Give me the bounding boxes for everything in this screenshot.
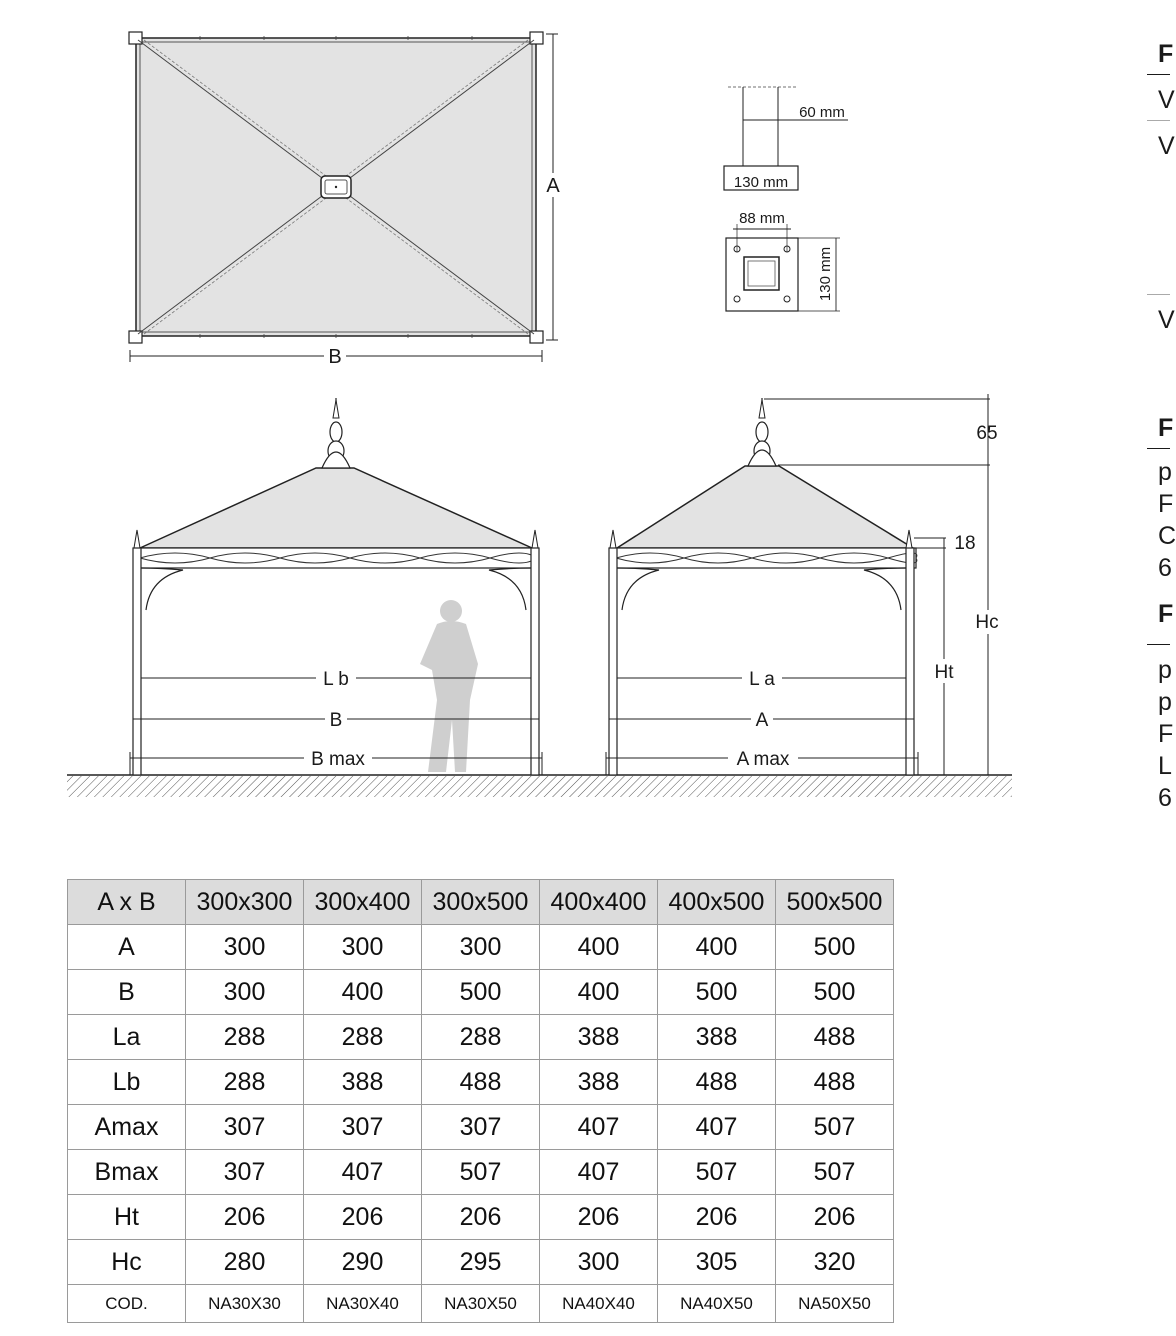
front-elevation-view xyxy=(130,398,542,775)
header-cell: 300x400 xyxy=(304,880,422,925)
dimensions-table xyxy=(67,879,894,1323)
code-cell: NA40X40 xyxy=(540,1285,658,1323)
table-cell: 206 xyxy=(776,1195,894,1240)
table-cell: Amax xyxy=(68,1105,186,1150)
table-cell: La xyxy=(68,1015,186,1060)
table-row xyxy=(68,1195,894,1240)
table-cell: 488 xyxy=(776,1015,894,1060)
table-cell: 500 xyxy=(776,925,894,970)
table-row xyxy=(68,970,894,1015)
table-cell: 300 xyxy=(186,925,304,970)
table-cell: 300 xyxy=(422,925,540,970)
header-cell: 300x500 xyxy=(422,880,540,925)
side-label-hc: Hc xyxy=(975,612,999,633)
table-cell: Ht xyxy=(68,1195,186,1240)
table-cell: 500 xyxy=(776,970,894,1015)
side-label-65: 65 xyxy=(976,423,998,444)
table-cell: 206 xyxy=(422,1195,540,1240)
side-fragment: V xyxy=(1158,132,1175,160)
table-cell: 206 xyxy=(304,1195,422,1240)
human-figure xyxy=(420,600,478,772)
divider xyxy=(1147,294,1170,295)
table-cell: B xyxy=(68,970,186,1015)
table-header-row xyxy=(68,880,894,925)
front-label-bmax: B max xyxy=(311,749,365,770)
table-cell: 507 xyxy=(776,1105,894,1150)
post-width-label: 60 mm xyxy=(799,104,845,121)
plan-label-a: A xyxy=(546,175,560,197)
table-cell: 307 xyxy=(186,1105,304,1150)
ground-line xyxy=(67,775,1012,797)
table-cell: 388 xyxy=(540,1015,658,1060)
divider xyxy=(1147,644,1170,645)
side-fragment: p xyxy=(1158,656,1172,684)
front-label-b: B xyxy=(329,710,343,731)
table-cell: 295 xyxy=(422,1240,540,1285)
table-cell: 400 xyxy=(540,970,658,1015)
table-cell: 288 xyxy=(304,1015,422,1060)
table-cell: 288 xyxy=(186,1015,304,1060)
divider xyxy=(1147,74,1170,75)
side-label-a: A xyxy=(755,710,769,731)
header-cell: 400x500 xyxy=(658,880,776,925)
table-cell: 488 xyxy=(658,1060,776,1105)
table-row xyxy=(68,1015,894,1060)
side-fragment: p xyxy=(1158,688,1172,716)
code-row xyxy=(68,1285,894,1323)
table-cell: 307 xyxy=(422,1105,540,1150)
table-cell: 407 xyxy=(540,1150,658,1195)
code-cell: NA30X30 xyxy=(186,1285,304,1323)
table-cell: 407 xyxy=(540,1105,658,1150)
table-cell: 320 xyxy=(776,1240,894,1285)
table-cell: 500 xyxy=(658,970,776,1015)
plate-width-label: 130 mm xyxy=(733,174,789,191)
table-cell: 305 xyxy=(658,1240,776,1285)
table-cell: 206 xyxy=(658,1195,776,1240)
side-fragment: V xyxy=(1158,86,1175,114)
table-row xyxy=(68,1105,894,1150)
table-cell: 400 xyxy=(540,925,658,970)
side-fragment: F xyxy=(1158,720,1174,748)
table-cell: A xyxy=(68,925,186,970)
side-elevation-view xyxy=(606,394,1006,775)
base-plate-detail xyxy=(724,87,848,311)
table-cell: 206 xyxy=(186,1195,304,1240)
table-cell: 280 xyxy=(186,1240,304,1285)
side-fragment: F xyxy=(1158,600,1174,628)
table-cell: 206 xyxy=(540,1195,658,1240)
side-label-ht: Ht xyxy=(934,662,954,683)
table-cell: 288 xyxy=(422,1015,540,1060)
table-cell: 507 xyxy=(776,1150,894,1195)
side-fragment: p xyxy=(1158,458,1172,486)
side-fragment: F xyxy=(1158,490,1174,518)
side-label-18: 18 xyxy=(954,533,976,554)
table-cell: Lb xyxy=(68,1060,186,1105)
plan-label-b: B xyxy=(328,346,342,368)
table-cell: 500 xyxy=(422,970,540,1015)
side-fragment: 6 xyxy=(1158,554,1172,582)
table-row xyxy=(68,1150,894,1195)
table-cell: 488 xyxy=(422,1060,540,1105)
table-row xyxy=(68,925,894,970)
table-cell: 507 xyxy=(422,1150,540,1195)
table-cell: 300 xyxy=(540,1240,658,1285)
side-fragment: C xyxy=(1158,522,1176,550)
code-cell: NA30X40 xyxy=(304,1285,422,1323)
code-cell: NA30X50 xyxy=(422,1285,540,1323)
code-cell: NA40X50 xyxy=(658,1285,776,1323)
table-cell: 300 xyxy=(304,925,422,970)
table-cell: 307 xyxy=(186,1150,304,1195)
table-cell: 488 xyxy=(776,1060,894,1105)
table-cell: 290 xyxy=(304,1240,422,1285)
header-cell: 400x400 xyxy=(540,880,658,925)
table-cell: 400 xyxy=(304,970,422,1015)
table-cell: 388 xyxy=(658,1015,776,1060)
table-cell: 400 xyxy=(658,925,776,970)
side-label-la: L a xyxy=(749,669,775,690)
table-cell: 388 xyxy=(540,1060,658,1105)
side-fragment: F xyxy=(1158,40,1174,68)
side-fragment: F xyxy=(1158,414,1174,442)
plate-depth-label: 130 mm xyxy=(817,246,834,302)
divider xyxy=(1147,448,1170,449)
hole-spacing-label: 88 mm xyxy=(739,210,785,227)
side-label-amax: A max xyxy=(736,749,790,770)
header-cell: 500x500 xyxy=(776,880,894,925)
header-cell: 300x300 xyxy=(186,880,304,925)
table-cell: 388 xyxy=(304,1060,422,1105)
top-plan-view xyxy=(129,32,562,368)
side-fragment: V xyxy=(1158,306,1175,334)
table-cell: Bmax xyxy=(68,1150,186,1195)
side-fragment: L xyxy=(1158,752,1172,780)
table-cell: Hc xyxy=(68,1240,186,1285)
table-cell: 507 xyxy=(658,1150,776,1195)
table-cell: 407 xyxy=(658,1105,776,1150)
table-cell: 300 xyxy=(186,970,304,1015)
header-cell: A x B xyxy=(68,880,186,925)
side-fragment: 6 xyxy=(1158,784,1172,812)
table-cell: 307 xyxy=(304,1105,422,1150)
front-label-lb: L b xyxy=(323,669,349,690)
code-cell: COD. xyxy=(68,1285,186,1323)
table-row xyxy=(68,1060,894,1105)
divider xyxy=(1147,120,1170,121)
table-row xyxy=(68,1240,894,1285)
table-cell: 407 xyxy=(304,1150,422,1195)
code-cell: NA50X50 xyxy=(776,1285,894,1323)
table-cell: 288 xyxy=(186,1060,304,1105)
